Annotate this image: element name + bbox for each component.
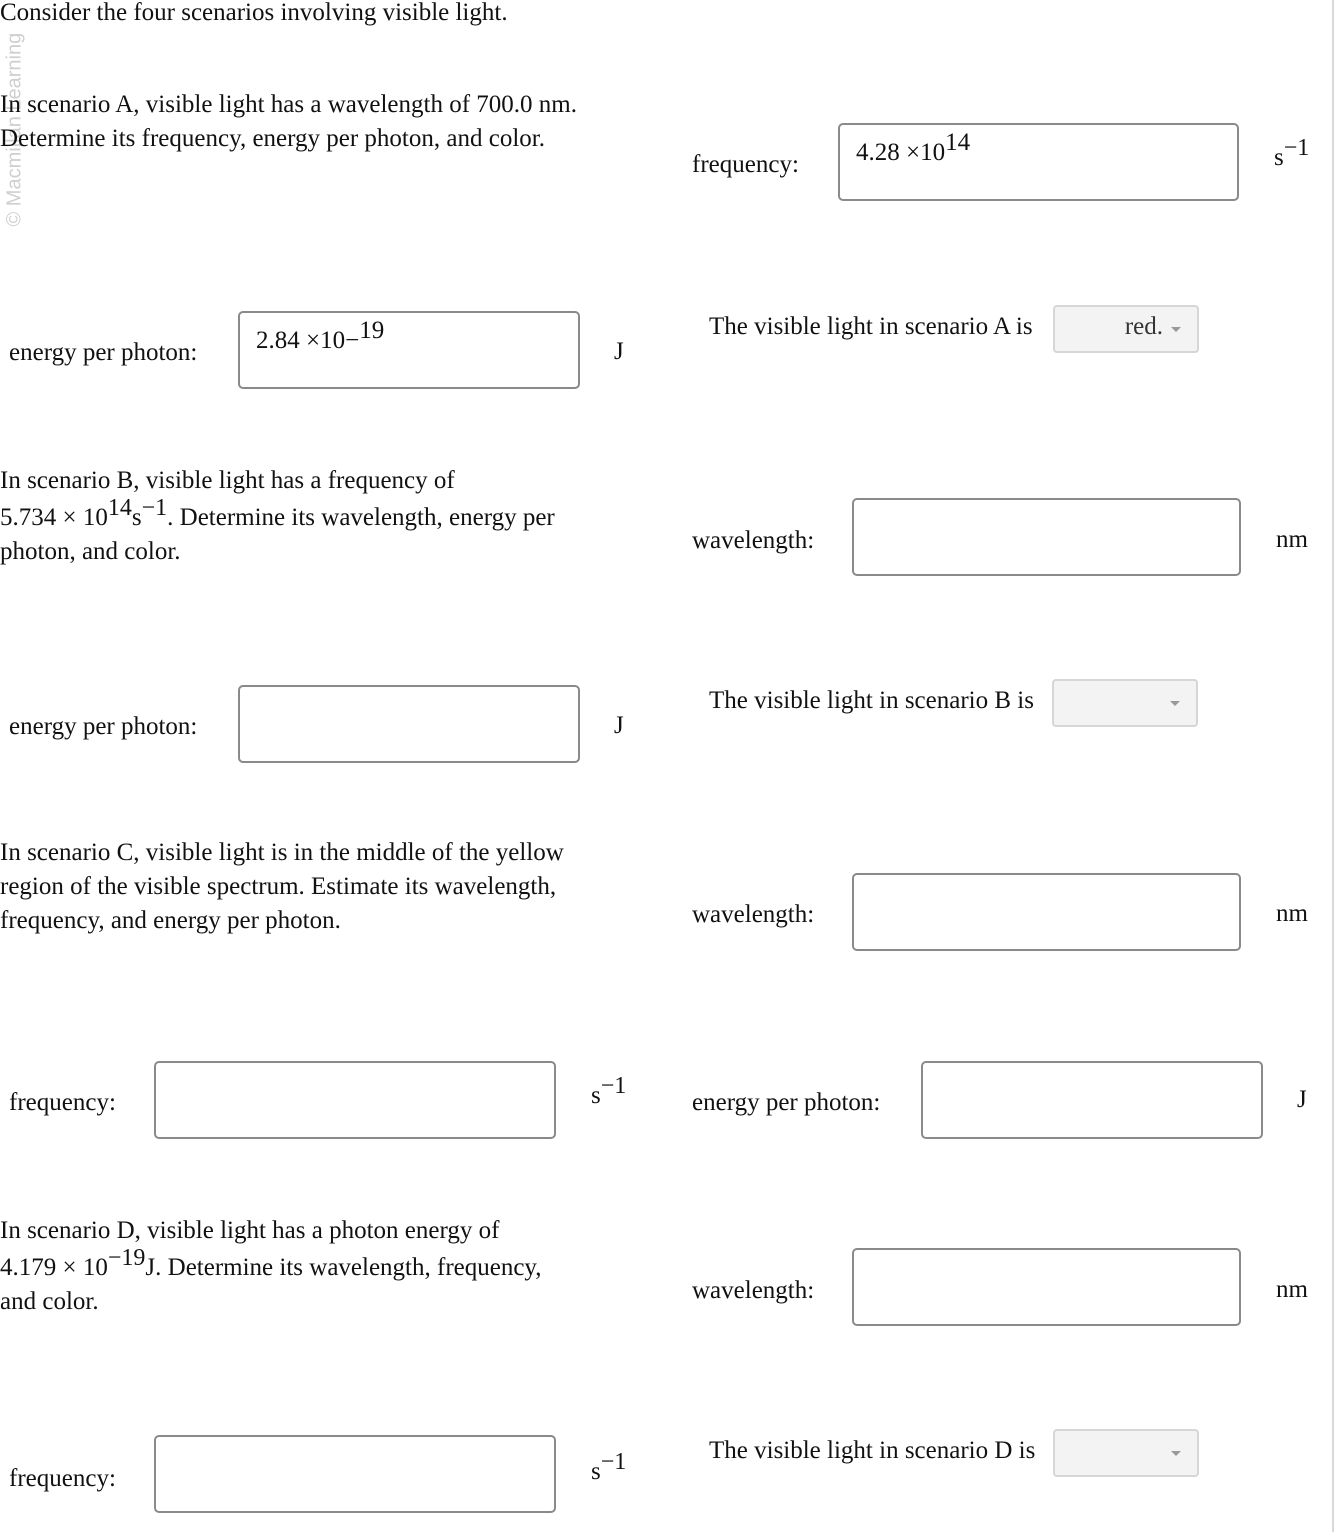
scenario-d-frequency-input[interactable] bbox=[154, 1435, 556, 1513]
unit-exponent: −1 bbox=[1283, 135, 1310, 161]
scenario-d-wavelength-input[interactable] bbox=[852, 1248, 1241, 1326]
scenario-d-wavelength-label: wavelength: bbox=[692, 1277, 815, 1304]
scenario-c-frequency-unit bbox=[591, 1073, 627, 1110]
chevron-down-icon bbox=[1171, 1451, 1181, 1456]
scenario-b-wavelength-label: wavelength: bbox=[692, 527, 815, 554]
scenario-c-prompt-line3: frequency, and energy per photon. bbox=[0, 907, 341, 934]
scenario-a-prompt bbox=[0, 88, 620, 156]
chevron-down-icon bbox=[1171, 327, 1181, 332]
scenario-a-frequency-unit bbox=[1274, 135, 1310, 172]
scenario-a-energy-mantissa: 2.84 ×10− bbox=[256, 327, 360, 354]
scenario-a-energy-label: energy per photon: bbox=[9, 339, 198, 366]
chevron-down-icon bbox=[1170, 701, 1180, 706]
scenario-c-prompt-line1: In scenario C, visible light is in the middle of the yellow bbox=[0, 839, 564, 866]
scenario-a-prompt-line1: In scenario A, visible light has a wavelength of 700.0 nm. bbox=[0, 91, 577, 118]
scenario-a-frequency-label: frequency: bbox=[692, 151, 799, 178]
unit-base: s bbox=[591, 1082, 601, 1109]
scenario-c-prompt-line2: region of the visible spectrum. Estimate its wavelength, bbox=[0, 873, 557, 900]
unit-exponent: −1 bbox=[600, 1449, 627, 1475]
scenario-c-energy-input[interactable] bbox=[921, 1061, 1263, 1139]
scenario-a-frequency-exponent: 14 bbox=[945, 129, 971, 156]
scenario-d-value-mantissa: 4.179 × 10 bbox=[0, 1254, 108, 1281]
scenario-b-color-select[interactable] bbox=[1052, 679, 1198, 727]
scenario-b-energy-label: energy per photon: bbox=[9, 713, 198, 740]
scenario-d-wavelength-unit: nm bbox=[1276, 1276, 1308, 1303]
scenario-a-frequency-input[interactable] bbox=[838, 123, 1239, 201]
intro-text: Consider the four scenarios involving visible light. bbox=[0, 0, 508, 26]
scenario-d-frequency-label: frequency: bbox=[9, 1465, 116, 1492]
scenario-c-energy-label: energy per photon: bbox=[692, 1089, 881, 1116]
scenario-b-wavelength-unit: nm bbox=[1276, 526, 1308, 553]
scenario-d-prompt-line2-rest: J. Determine its wavelength, frequency, bbox=[145, 1254, 542, 1281]
scenario-c-frequency-label: frequency: bbox=[9, 1089, 116, 1116]
scenario-b-value-unit: s bbox=[131, 504, 142, 531]
watermark-text: © Macmillan Learning bbox=[3, 32, 26, 227]
scenario-d-value-exponent: −19 bbox=[107, 1245, 146, 1271]
scenario-a-energy-value bbox=[256, 317, 384, 355]
unit-base: s bbox=[591, 1458, 601, 1485]
scenario-c-frequency-input[interactable] bbox=[154, 1061, 556, 1139]
scenario-d-prompt bbox=[0, 1214, 620, 1319]
scenario-a-energy-input[interactable] bbox=[238, 311, 580, 389]
scenario-a-color-select[interactable] bbox=[1053, 305, 1199, 353]
scenario-b-prompt bbox=[0, 464, 620, 569]
scenario-c-wavelength-label: wavelength: bbox=[692, 901, 815, 928]
scenario-c-wavelength-unit: nm bbox=[1276, 900, 1308, 927]
scenario-b-wavelength-input[interactable] bbox=[852, 498, 1241, 576]
scenario-b-energy-input[interactable] bbox=[238, 685, 580, 763]
scenario-d-prompt-line1: In scenario D, visible light has a photon energy of bbox=[0, 1217, 500, 1244]
scenario-c-wavelength-input[interactable] bbox=[852, 873, 1241, 951]
scenario-a-prompt-line2: Determine its frequency, energy per photon, and color. bbox=[0, 125, 545, 152]
scenario-b-prompt-line2-rest: . Determine its wavelength, energy per bbox=[167, 504, 555, 531]
scenario-b-prompt-line3: photon, and color. bbox=[0, 538, 181, 565]
scenario-a-energy-unit: J bbox=[614, 338, 624, 365]
scenario-b-prompt-line2 bbox=[0, 495, 620, 535]
scenario-b-prompt-line1: In scenario B, visible light has a frequency of bbox=[0, 467, 455, 494]
scenario-a-frequency-value bbox=[856, 129, 970, 167]
scenario-b-energy-unit: J bbox=[614, 712, 624, 739]
scenario-a-energy-exponent: 19 bbox=[359, 317, 385, 344]
scenario-b-value-unit-exponent: −1 bbox=[141, 495, 168, 521]
unit-base: s bbox=[1274, 144, 1284, 171]
scenario-d-color-select[interactable] bbox=[1053, 1429, 1199, 1477]
scenario-b-color-sentence: The visible light in scenario B is bbox=[709, 687, 1034, 714]
scenario-d-prompt-line2 bbox=[0, 1245, 620, 1285]
scenario-c-energy-unit: J bbox=[1297, 1086, 1307, 1113]
scenario-d-color-sentence: The visible light in scenario D is bbox=[709, 1437, 1036, 1464]
scenario-a-frequency-mantissa: 4.28 ×10 bbox=[856, 139, 946, 166]
scenario-a-color-sentence: The visible light in scenario A is bbox=[709, 313, 1033, 340]
unit-exponent: −1 bbox=[600, 1073, 627, 1099]
scenario-c-prompt bbox=[0, 836, 620, 938]
scenario-b-value-exponent: 14 bbox=[107, 495, 132, 521]
scenario-d-frequency-unit bbox=[591, 1449, 627, 1486]
scenario-a-color-value: red. bbox=[1124, 313, 1163, 340]
scenario-b-value-mantissa: 5.734 × 10 bbox=[0, 504, 108, 531]
scenario-d-prompt-line3: and color. bbox=[0, 1288, 99, 1315]
